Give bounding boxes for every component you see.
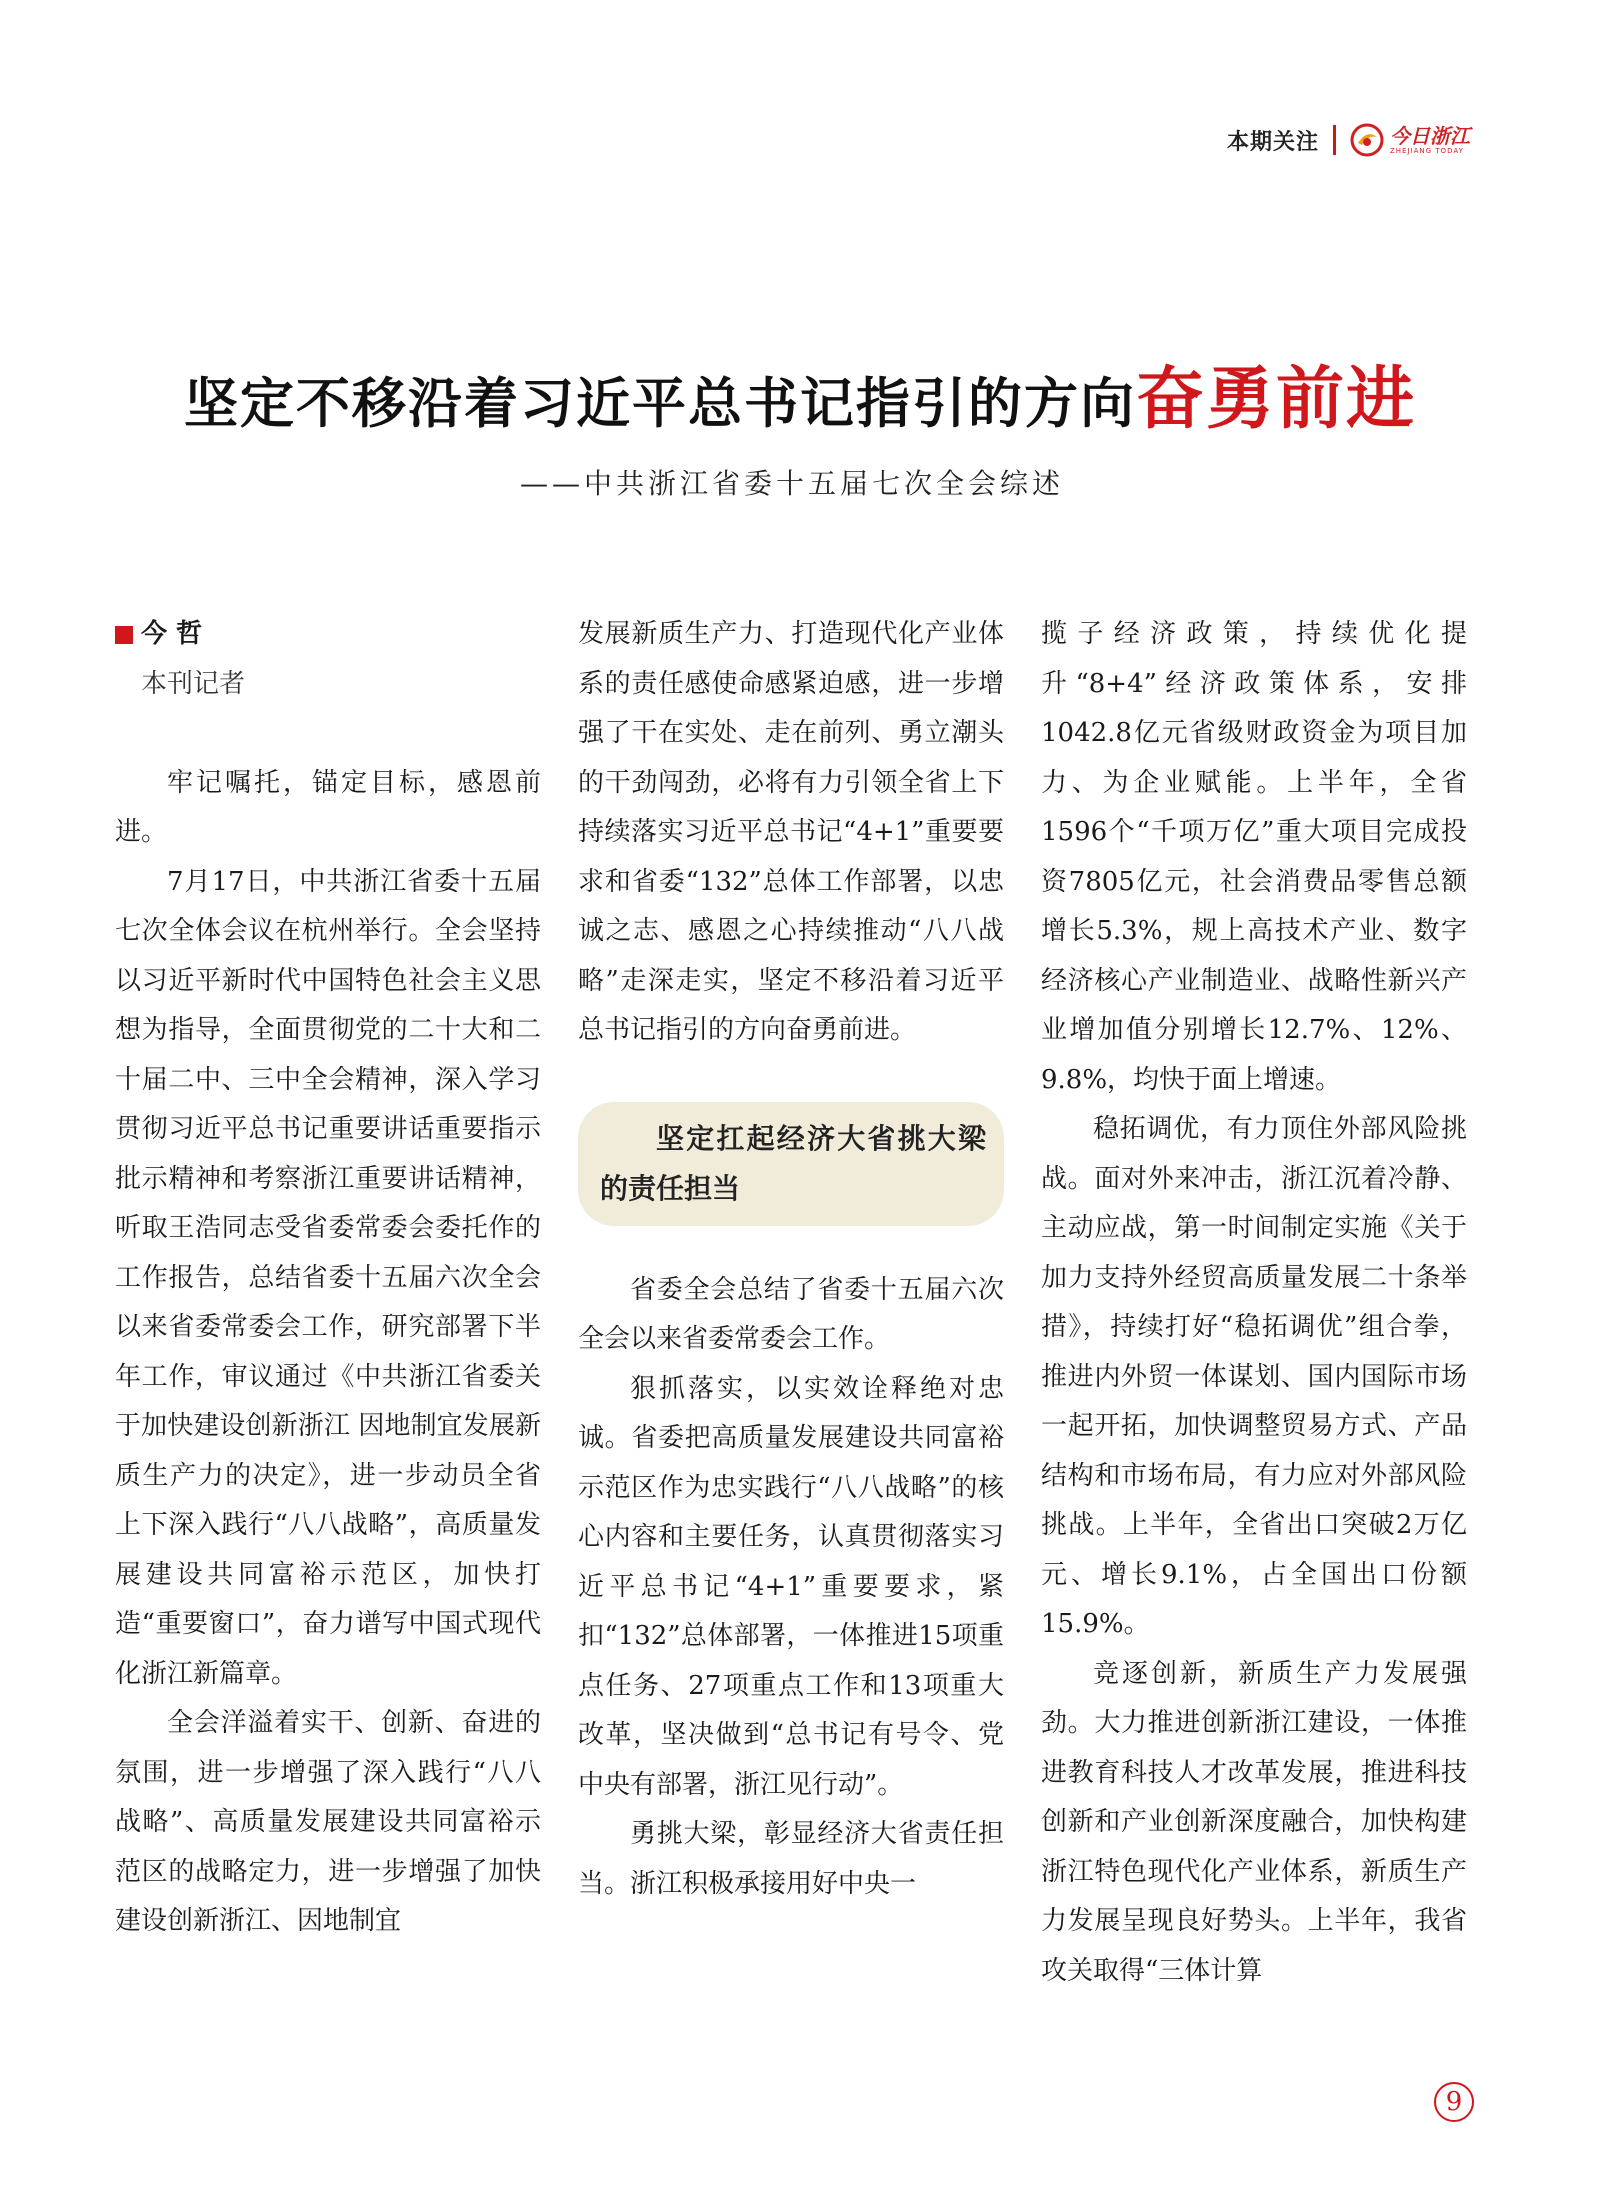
title-accent: 奋勇前进 — [1135, 359, 1416, 439]
column-2 — [578, 610, 1004, 1909]
paragraph: 7月17日，中共浙江省委十五届七次全体会议在杭州举行。全会坚持以习近平新时代中国特色社会主义思想为指导，全面贯彻党的二十大和二十届二中、三中全会精神，深入学习贯彻习近平总书记重要讲话重要指示批示精神和考察浙江重要讲话精神，听取王浩同志受省委常委会委托作的工作报告，总结省委十五届六次全会以来省委常委会工作，研究部署下半年工作，审议通过《中共浙江省委关于加快建设创新浙江 因地制宜发展新质生产力的决定》，进一步动员全省上下深入践行“八八战略”，高质量发展建设共同富裕示范区，加快打造“重要窗口”，奋力谱写中国式现代化浙江新篇章。 — [115, 866, 541, 1689]
paragraph: 揽子经济政策，持续优化提升“8+4”经济政策体系，安排1042.8亿元省级财政资金为项目加力、为企业赋能。上半年，全省1596个“千项万亿”重大项目完成投资7805亿元，社会消费品零售总额增长5.3%，规上高技术产业、数字经济核心产业制造业、战略性新兴产业增加值分别增长12.7%、12%、9.8%，均快于面上增速。 — [1041, 619, 1467, 1095]
paragraph: 狠抓落实，以实效诠释绝对忠诚。省委把高质量发展建设共同富裕示范区作为忠实践行“八八战略”的核心内容和主要任务，认真贯彻落实习近平总书记“4+1”重要要求，紧扣“132”总体部署，一体推进15项重点任务、27项重点工作和13项重大改革，坚决做到“总书记有号令、党中央有部署，浙江见行动”。 — [578, 1373, 1004, 1800]
paragraph: 勇挑大梁，彰显经济大省责任担当。浙江积极承接用好中央一 — [578, 1819, 1004, 1899]
section-subheading: 坚定扛起经济大省挑大梁的责任担当 — [578, 1102, 1004, 1226]
brand-name: 今日浙江 — [1390, 123, 1470, 148]
author — [115, 610, 541, 660]
paragraph: 牢记嘱托，锚定目标，感恩前进。 — [115, 767, 541, 847]
article-subtitle: ——中共浙江省委十五届七次全会综述 — [520, 467, 1065, 500]
article-title — [0, 345, 1600, 442]
author-name: 今 哲 — [141, 619, 203, 649]
paragraph: 竞逐创新，新质生产力发展强劲。大力推进创新浙江建设，一体推进教育科技人才改革发展，推进科技创新和产业创新深度融合，加快构建浙江特色现代化产业体系，新质生产力发展呈现良好势头。上半年，我省攻关取得“三体计算 — [1041, 1658, 1467, 1986]
brand-swirl-icon — [1350, 123, 1384, 157]
brand-name-en: ZHEJIANG TODAY — [1390, 146, 1464, 155]
author-role: 本刊记者 — [141, 668, 246, 699]
byline — [115, 610, 541, 709]
page-number: 9 — [1434, 2082, 1474, 2122]
paragraph: 发展新质生产力、打造现代化产业体系的责任感使命感紧迫感，进一步增强了干在实处、走在前列、勇立潮头的干劲闯劲，必将有力引领全省上下持续落实习近平总书记“4+1”重要要求和省委“132”总体工作部署，以忠诚之志、感恩之心持续推动“八八战略”走深走实，坚定不移沿着习近平总书记指引的方向奋勇前进。 — [578, 619, 1004, 1045]
page-header — [1227, 120, 1470, 160]
title-main: 坚定不移沿着习近平总书记指引的方向 — [183, 371, 1136, 435]
author-marker-icon — [115, 626, 133, 644]
section-label: 本期关注 — [1226, 129, 1319, 155]
brand-logo — [1350, 123, 1470, 157]
paragraph: 全会洋溢着实干、创新、奋进的氛围，进一步增强了深入践行“八八战略”、高质量发展建设共同富裕示范区的战略定力，进一步增强了加快建设创新浙江、因地制宜 — [115, 1708, 541, 1936]
paragraph: 省委全会总结了省委十五届六次全会以来省委常委会工作。 — [578, 1274, 1004, 1354]
column-3 — [1041, 610, 1467, 1996]
header-divider — [1333, 125, 1336, 155]
paragraph: 稳拓调优，有力顶住外部风险挑战。面对外来冲击，浙江沉着冷静、主动应战，第一时间制定实施《关于加力支持外经贸高质量发展二十条举措》，持续打好“稳拓调优”组合拳，推进内外贸一体谋划、国内国际市场一起开拓，加快调整贸易方式、产品结构和市场布局，有力应对外部风险挑战。上半年，全省出口突破2万亿元、增长9.1%，占全国出口份额15.9%。 — [1041, 1114, 1467, 1639]
column-1 — [115, 610, 541, 1947]
